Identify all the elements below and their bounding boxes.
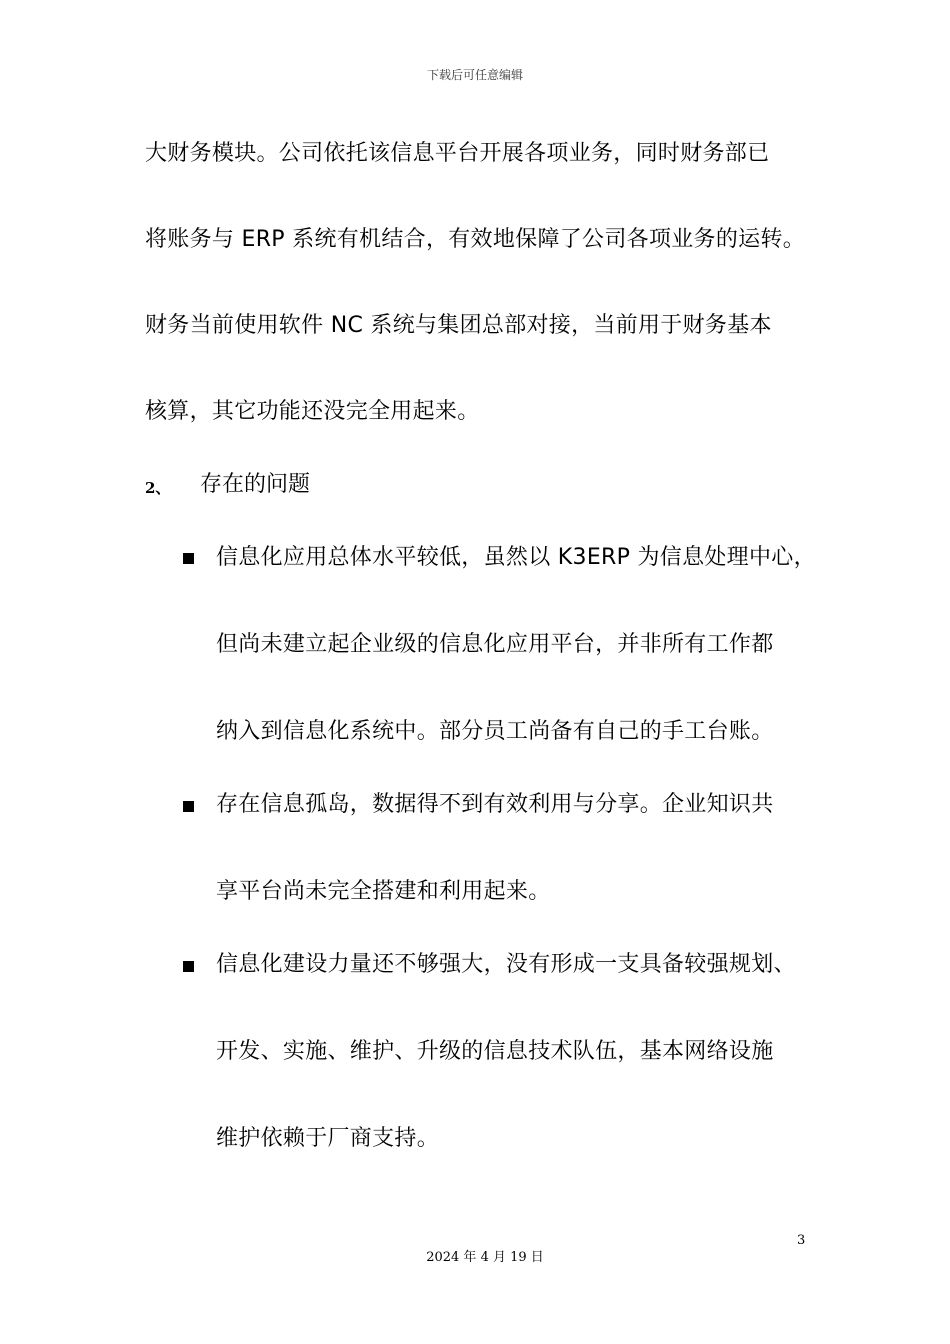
- paragraph-line: 财务当前使用软件 NC 系统与集团总部对接，当前用于财务基本: [145, 313, 772, 338]
- paragraph-line: 核算，其它功能还没完全用起来。: [145, 399, 480, 424]
- paragraph-line: 将账务与 ERP 系统有机结合，有效地保障了公司各项业务的运转。: [145, 227, 806, 252]
- list-item-line: 信息化应用总体水平较低，虽然以 K3ERP 为信息处理中心，: [216, 545, 816, 570]
- paragraph-line: 大财务模块。公司依托该信息平台开展各项业务，同时财务部已: [145, 141, 770, 166]
- square-bullet-icon: [183, 961, 194, 972]
- section-title: 存在的问题: [200, 472, 311, 497]
- square-bullet-icon: [183, 553, 194, 564]
- list-item-line: 维护依赖于厂商支持。: [216, 1126, 440, 1151]
- list-item-line: 但尚未建立起企业级的信息化应用平台，并非所有工作都: [216, 632, 774, 657]
- list-item-line: 存在信息孤岛，数据得不到有效利用与分享。企业知识共: [216, 792, 774, 817]
- page-header: 下载后可任意编辑: [426, 68, 523, 82]
- footer-date: 2024 年 4 月 19 日: [426, 1250, 544, 1265]
- page-number: 3: [797, 1233, 806, 1248]
- list-item-line: 信息化建设力量还不够强大，没有形成一支具备较强规划、: [216, 952, 796, 977]
- list-item-line: 纳入到信息化系统中。部分员工尚备有自己的手工台账。: [216, 719, 774, 744]
- square-bullet-icon: [183, 801, 194, 812]
- list-item-line: 开发、实施、维护、升级的信息技术队伍，基本网络设施: [216, 1039, 774, 1064]
- list-item-line: 享平台尚未完全搭建和利用起来。: [216, 879, 551, 904]
- section-number: 2、: [145, 479, 171, 497]
